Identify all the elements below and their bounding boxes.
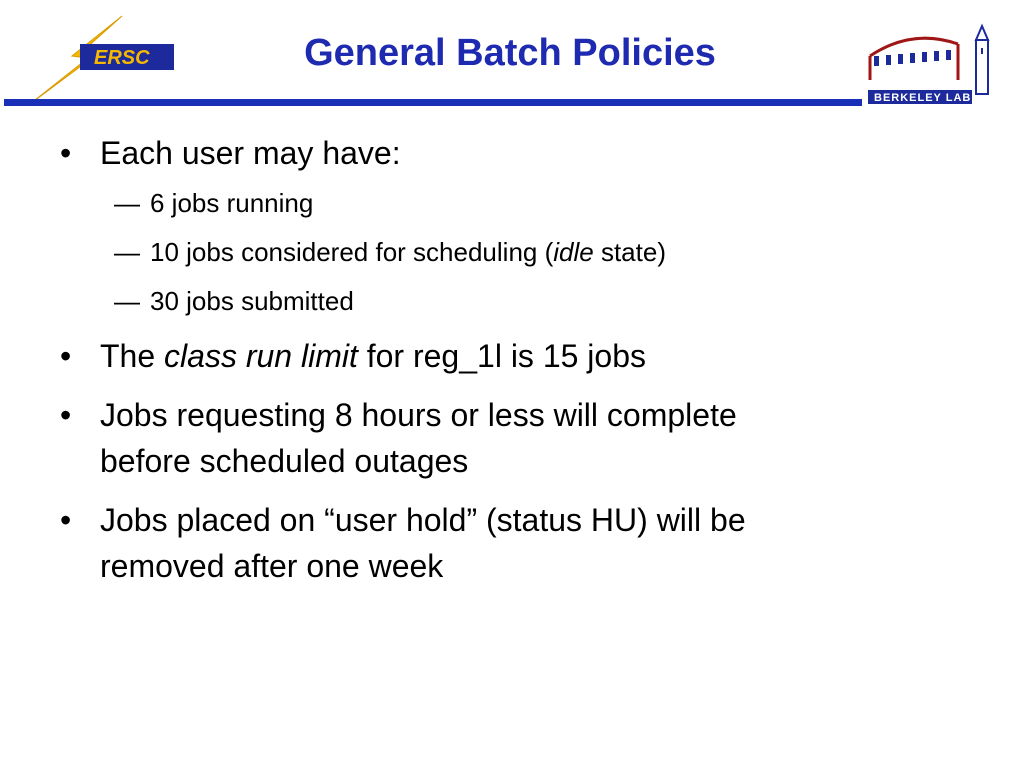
bullet-marker: • bbox=[60, 397, 72, 433]
bullet-text-line: removed after one week bbox=[100, 548, 444, 584]
bullet-item bbox=[60, 333, 646, 379]
bullet-text-post: for reg_1l is 15 jobs bbox=[357, 338, 646, 374]
sub-bullet-text-pre: 10 jobs considered for scheduling ( bbox=[150, 237, 554, 267]
page-title: General Batch Policies bbox=[304, 32, 716, 74]
sub-bullet-emphasis: idle bbox=[553, 237, 594, 267]
bullet-text-pre: The bbox=[100, 338, 165, 374]
bullet-marker: • bbox=[60, 502, 72, 538]
bullet-marker: • bbox=[60, 338, 72, 374]
bullet-text: Each user may have: bbox=[100, 135, 401, 171]
bullet-text-line: Jobs requesting 8 hours or less will complete bbox=[100, 397, 737, 433]
sub-bullet-item bbox=[114, 284, 354, 318]
bullet-item bbox=[60, 130, 401, 176]
sub-bullet-item bbox=[114, 186, 313, 220]
sub-bullet-text: 6 jobs running bbox=[150, 188, 314, 218]
sub-bullet-marker: — bbox=[114, 286, 140, 316]
sub-bullet-marker: — bbox=[114, 188, 140, 218]
bullet-text-line: Jobs placed on “user hold” (status HU) will be bbox=[100, 502, 746, 538]
nersc-logo-text: ERSC bbox=[94, 47, 150, 69]
bullet-item bbox=[60, 392, 737, 484]
bullet-marker: • bbox=[60, 135, 72, 171]
bullet-text-line: before scheduled outages bbox=[100, 443, 469, 479]
sub-bullet-text: 30 jobs submitted bbox=[150, 286, 354, 316]
berkeley-lab-text: BERKELEY LAB bbox=[874, 92, 972, 104]
bullet-emphasis: class run limit bbox=[164, 338, 358, 374]
sub-bullet-item bbox=[114, 235, 666, 269]
sub-bullet-marker: — bbox=[114, 237, 140, 267]
bullet-item bbox=[60, 497, 746, 589]
sub-bullet-text-post: state) bbox=[593, 237, 666, 267]
